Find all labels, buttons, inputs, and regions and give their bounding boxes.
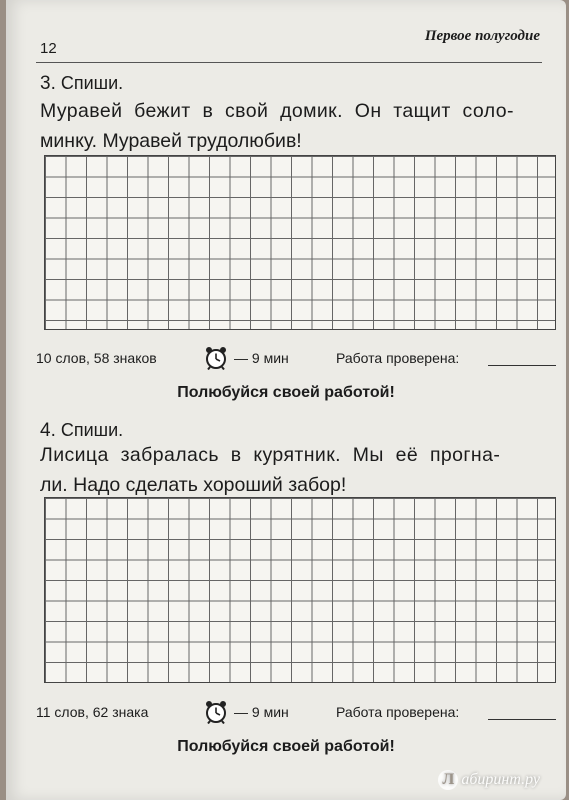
task-4-check-line[interactable] [488,719,556,720]
alarm-clock-icon [204,346,228,370]
task-3-writing-grid[interactable] [44,155,556,330]
task-4-time: — 9 мин [234,704,289,720]
labirint-logo-icon: Л [438,770,458,790]
task-3-checked-label: Работа проверена: [336,350,460,366]
task-3-praise: Полюбуйся своей работой! [177,384,395,401]
labirint-watermark [438,770,540,790]
task-3-title [40,73,123,95]
task-3-instruction: Спиши. [60,73,124,93]
task-3-text [40,96,548,156]
task-3-check-line[interactable] [488,365,556,366]
watermark-text: абиринт.ру [461,771,540,788]
alarm-clock-icon [204,700,228,724]
task-4-title [40,420,123,442]
task-4-line-2: ли. Надо сделать хороший забор! [40,474,347,496]
task-3-number: 3. [40,73,56,94]
task-4-number: 4. [40,420,56,441]
task-4-checked-label: Работа проверена: [336,704,460,720]
task-3-line-2: минку. Муравей трудолюбив! [40,130,302,152]
workbook-page [6,0,566,800]
task-4-text [40,440,548,500]
task-3-line-1: Муравей бежит в свой домик. Он тащит соло- [40,100,514,122]
task-4-instruction: Спиши. [60,420,124,440]
task-4-praise: Полюбуйся своей работой! [177,738,395,755]
task-3-word-count: 10 слов, 58 знаков [36,350,157,366]
task-4-line-1: Лисица забралась в курятник. Мы её прогна- [40,444,501,466]
section-title: Первое полугодие [424,28,540,44]
page-number: 12 [40,40,57,57]
task-3-time: — 9 мин [234,350,289,366]
task-4-writing-grid[interactable] [44,497,556,683]
header-divider [36,62,542,63]
task-4-word-count: 11 слов, 62 знака [36,704,149,720]
